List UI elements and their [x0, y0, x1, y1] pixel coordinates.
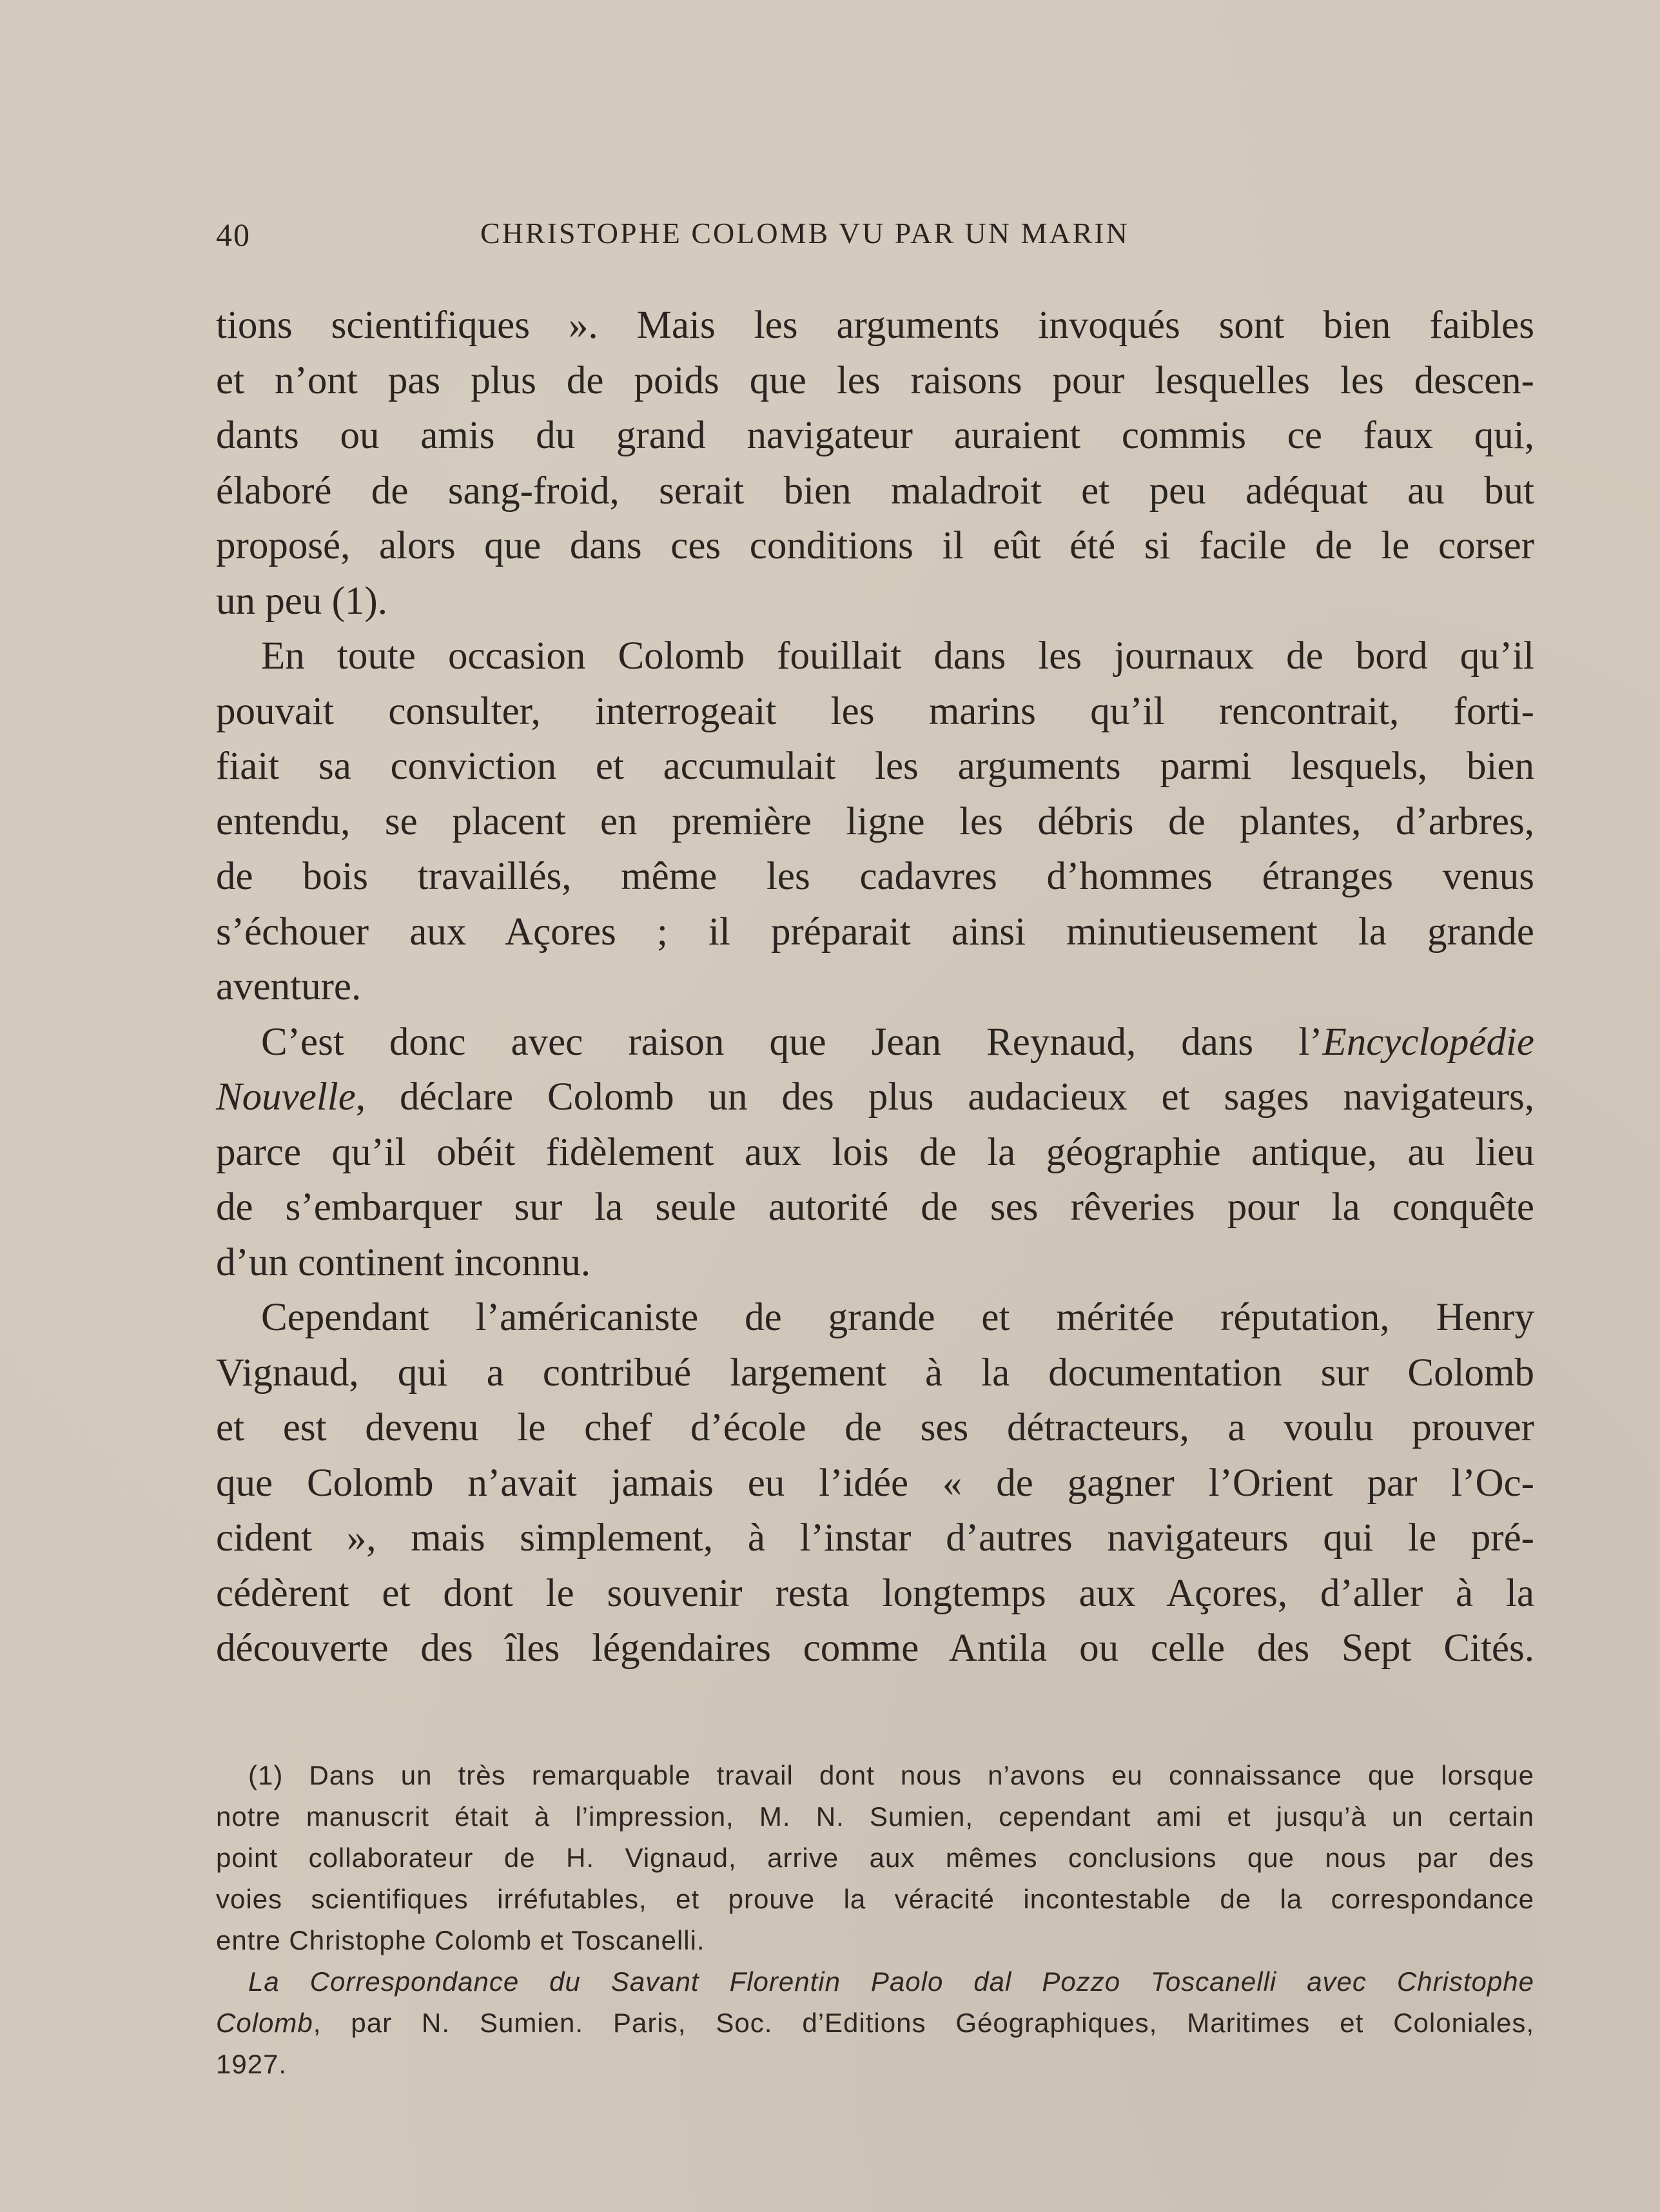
citation-year: 1927. [216, 2049, 288, 2079]
text-line [216, 1015, 1534, 1070]
main-text [216, 298, 1534, 1676]
footnote-line: notre manuscrit était à l’impression, M. N. Sumien, cependant ami et jusqu’à un certain [216, 1801, 1534, 1832]
text-line: Cependant l’américaniste de grande et méritée réputation, Henry [261, 1296, 1534, 1339]
text-line: entendu, se placent en première ligne les débris de plantes, d’arbres, [216, 799, 1534, 843]
text-line: pouvait consulter, interrogeait les marins qu’il rencontrait, forti- [216, 689, 1534, 733]
footnote-line: voies scientifiques irréfutables, et prouve la véracité incontestable de la correspondance [216, 1884, 1534, 1914]
text-line: cident », mais simplement, à l’instar d’autres navigateurs qui le pré- [216, 1516, 1534, 1560]
paragraph-3 [216, 1015, 1534, 1291]
footnote-line [216, 1755, 1534, 1796]
page-number: 40 [216, 217, 251, 253]
text-line-with-footnote-ref: un peu (1). [216, 579, 387, 623]
text-line: proposé, alors que dans ces conditions il eût été si facile de le corser [216, 524, 1534, 567]
footnote-citation-line [216, 1961, 1534, 2002]
paragraph-4 [216, 1290, 1534, 1676]
footnote-citation-line [216, 2002, 1534, 2044]
text-line: dants ou amis du grand navigateur auraient commis ce faux qui, [216, 414, 1534, 457]
text-line: fiait sa conviction et accumulait les arguments parmi lesquels, bien [216, 745, 1534, 788]
text-line: et est devenu le chef d’école de ses détracteurs, a voulu prouver [216, 1406, 1534, 1449]
text-line: de bois travaillés, même les cadavres d’hommes étranges venus [216, 855, 1534, 898]
text-line: Vignaud, qui a contribué largement à la documentation sur Colomb [216, 1351, 1534, 1395]
text-line: élaboré de sang-froid, serait bien maladroit et peu adéquat au but [216, 469, 1534, 513]
footnote-marker: (1) [248, 1760, 284, 1790]
paragraph-1 [216, 298, 1534, 629]
italic-title-nouvelle: Nouvelle [216, 1075, 356, 1119]
footnote-text: Dans un très remarquable travail dont nous n’avons eu connaissance que lorsque [309, 1760, 1535, 1790]
text-line: tions scientifiques ». Mais les arguments invoqués sont bien faibles [216, 304, 1534, 347]
text-line: En toute occasion Colomb fouillait dans les journaux de bord qu’il [261, 634, 1534, 678]
footnote-line: entre Christophe Colomb et Toscanelli. [216, 1925, 705, 1955]
footnote-block [216, 1755, 1534, 2085]
citation-title-end: Colomb [216, 2008, 313, 2038]
citation-title: La Correspondance du Savant Florentin Paolo dal Pozzo Toscanelli avec Christophe [248, 1966, 1534, 1997]
text-line: parce qu’il obéit fidèlement aux lois de la géographie antique, au lieu [216, 1130, 1534, 1174]
running-title: CHRISTOPHE COLOMB VU PAR UN MARIN [480, 217, 1129, 250]
footnote-line: point collaborateur de H. Vignaud, arrive aux mêmes conclusions que nous par des [216, 1843, 1534, 1873]
text-line: que Colomb n’avait jamais eu l’idée « de gagner l’Orient par l’Oc- [216, 1461, 1534, 1505]
text-line: aventure. [216, 965, 362, 1008]
text-line: cédèrent et dont le souvenir resta longtemps aux Açores, d’aller à la [216, 1571, 1534, 1615]
text-line: de s’embarquer sur la seule autorité de ses rêveries pour la conquête [216, 1186, 1534, 1229]
text-line: s’échouer aux Açores ; il préparait ainsi minutieusement la grande [216, 910, 1534, 954]
paragraph-2 [216, 629, 1534, 1015]
text-line: et n’ont pas plus de poids que les raisons pour lesquelles les descen- [216, 358, 1534, 402]
text-line: d’un continent inconnu. [216, 1240, 591, 1284]
citation-publisher: , par N. Sumien. Paris, Soc. d’Editions Géographiques, Maritimes et Coloniales, [313, 2008, 1534, 2038]
text-line: découverte des îles légendaires comme Antila ou celle des Sept Cités. [216, 1627, 1534, 1670]
text-fragment: , déclare Colomb un des plus audacieux et sages navigateurs, [355, 1075, 1534, 1119]
text-line [216, 1070, 1534, 1125]
running-header [216, 216, 1441, 255]
italic-title-encyclopedie: Encyclopédie [1322, 1020, 1534, 1064]
text-fragment: C’est donc avec raison que Jean Reynaud, dans l’ [261, 1020, 1323, 1064]
